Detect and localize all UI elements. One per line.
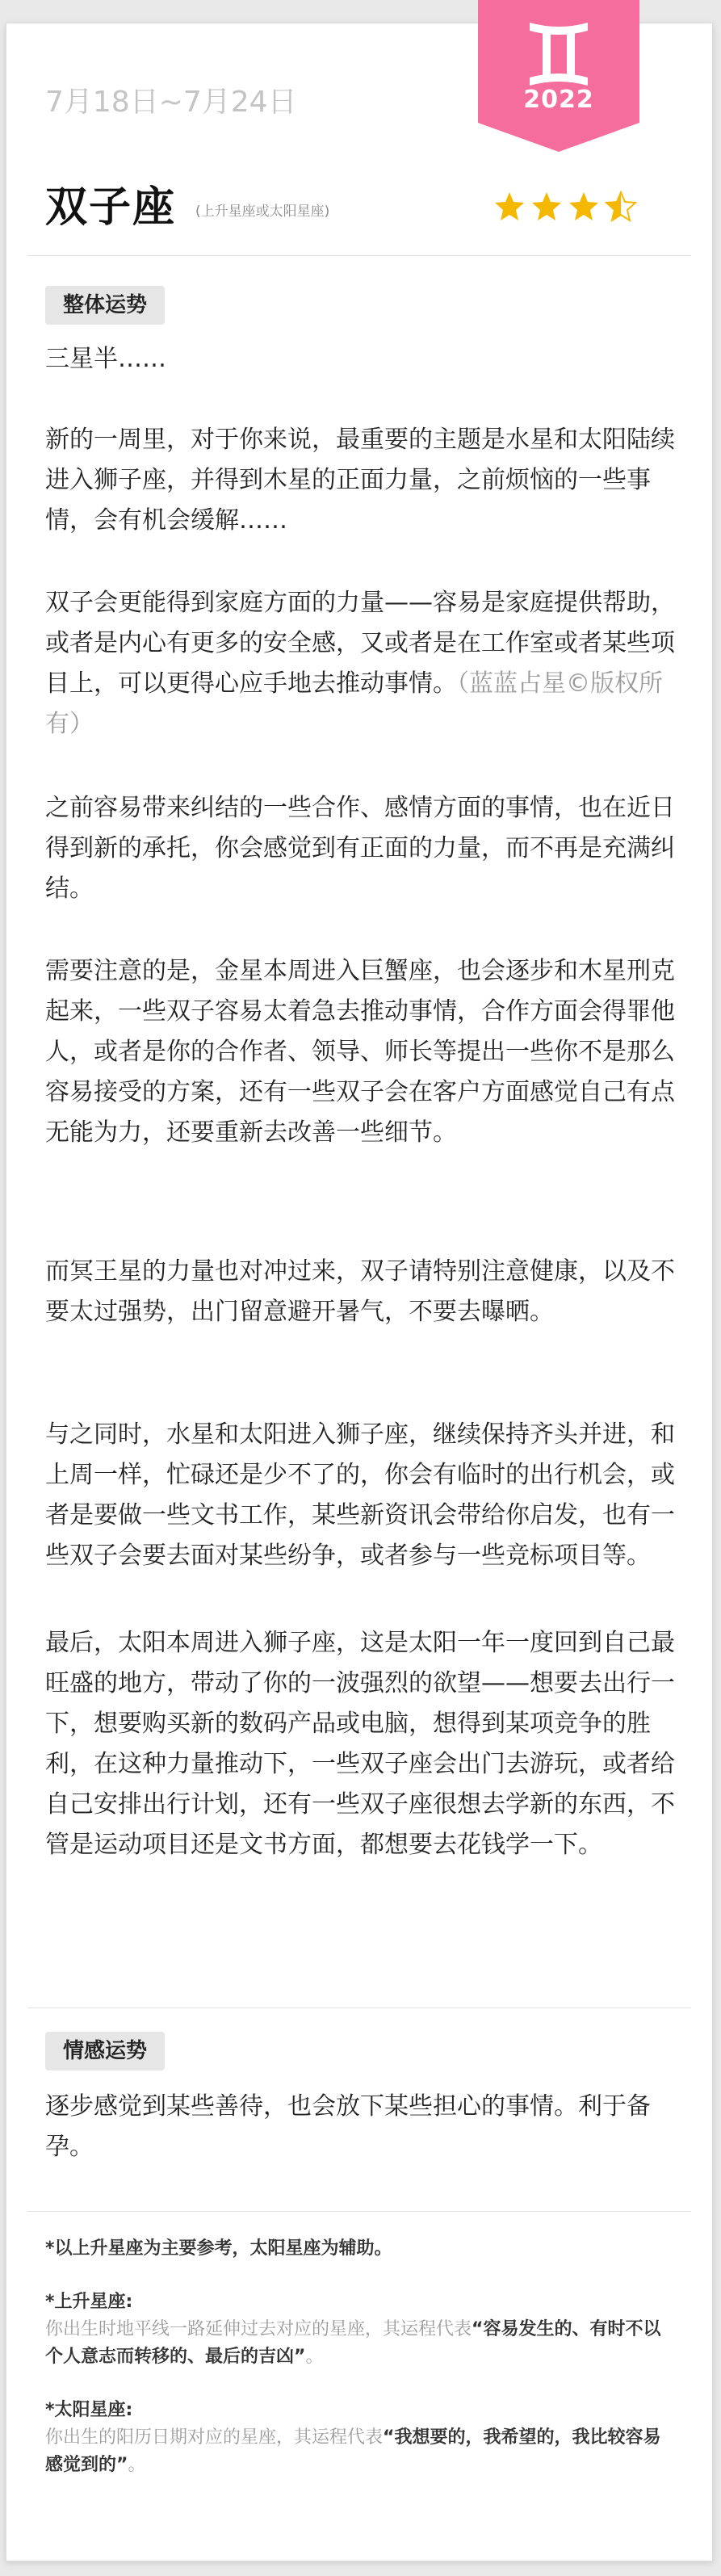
year-badge <box>478 0 639 155</box>
note-sun-title: *太阳星座: <box>45 2400 133 2420</box>
note-sun <box>45 2397 675 2479</box>
overall-p6: 而冥王星的力量也对冲过来，双子请特别注意健康，以及不要太过强势，出门留意避开暑气，不要去曝晒。 <box>45 1257 675 1326</box>
gemini-symbol-icon <box>478 0 639 155</box>
note-sun-desc: 你出生的阳历日期对应的星座，其运程代表 <box>45 2427 384 2448</box>
note-main: *以上升星座为主要参考，太阳星座为辅助。 <box>45 2238 392 2259</box>
badge-year: 2022 <box>523 86 594 114</box>
date-range: 7月18日~7月24日 <box>45 86 297 119</box>
note-rising-desc: 你出生时地平线一路延伸过去对应的星座，其运程代表 <box>45 2319 472 2339</box>
star-icon <box>568 191 600 223</box>
note-sun-body <box>45 2424 675 2479</box>
overall-p2: 新的一周里，对于你来说，最重要的主题是水星和太阳陆续进入狮子座，并得到木星的正面力量，之前烦恼的一些事情，会有机会缓解…… <box>45 426 675 535</box>
love-fortune-tag: 情感运势 <box>45 2032 165 2070</box>
note-rising-end: 。 <box>305 2347 324 2367</box>
note-sun-quote: “我想要的，我希望的，我比较容易感觉到的” <box>45 2427 661 2475</box>
star-rating <box>493 191 642 223</box>
overall-p3-text: 双子会更能得到家庭方面的力量——容易是家庭提供帮助，或者是内心有更多的安全感，又或者是在工作室或者某些项目上，可以更得心应手地去推动事情。 <box>45 589 675 698</box>
overall-p8: 最后，太阳本周进入狮子座，这是太阳一年一度回到自己最旺盛的地方，带动了你的一波强烈的欲望——想要去出行一下，想要购买新的数码产品或电脑，想得到某项竞争的胜利，在这种力量推动下，一些双子座会出门去游玩，或者给自己安排出行计划，还有一些双子座很想去学新的东西，不管是运动项目还是文书方面，都想要去花钱学一下。 <box>45 1629 675 1859</box>
overall-fortune-tag: 整体运势 <box>45 286 165 325</box>
note-rising-title: *上升星座: <box>45 2292 133 2312</box>
sign-name: 双子座 <box>45 183 177 232</box>
star-icon <box>530 191 563 223</box>
note-rising-body <box>45 2316 675 2371</box>
love-p1: 逐步感觉到某些善待，也会放下某些担心的事情。利于备孕。 <box>45 2092 651 2161</box>
overall-p5: 需要注意的是，金星本周进入巨蟹座，也会逐步和木星刑克起来，一些双子容易太着急去推动事情，合作方面会得罪他人，或者是你的合作者、领导、师长等提出一些你不是那么容易接受的方案，还有一些双子会在客户方面感觉自己有点无能为力，还要重新去改善一些细节。 <box>45 957 675 1147</box>
divider <box>27 255 691 256</box>
copyright-note: （蓝蓝占星©版权所有） <box>45 669 663 738</box>
note-rising-quote: “容易发生的、有时不以个人意志而转移的、最后的吉凶” <box>45 2319 661 2367</box>
sign-note: (上升星座或太阳星座) <box>195 203 330 220</box>
note-sun-end: 。 <box>128 2455 146 2475</box>
overall-p3 <box>45 583 675 745</box>
divider <box>27 2211 691 2212</box>
star-icon <box>493 191 526 223</box>
note-rising <box>45 2289 675 2371</box>
overall-p4: 之前容易带来纠结的一些合作、感情方面的事情，也在近日得到新的承托，你会感觉到有正面的力量，而不再是充满纠结。 <box>45 794 675 903</box>
half-star-icon <box>605 191 637 223</box>
overall-p1: 三星半…… <box>45 345 166 373</box>
overall-p7: 与之同时，水星和太阳进入狮子座，继续保持齐头并进，和上周一样，忙碌还是少不了的，你会有临时的出行机会，或者是要做一些文书工作，某些新资讯会带给你启发，也有一些双子会要去面对某些纷争，或者参与一些竞标项目等。 <box>45 1420 675 1570</box>
